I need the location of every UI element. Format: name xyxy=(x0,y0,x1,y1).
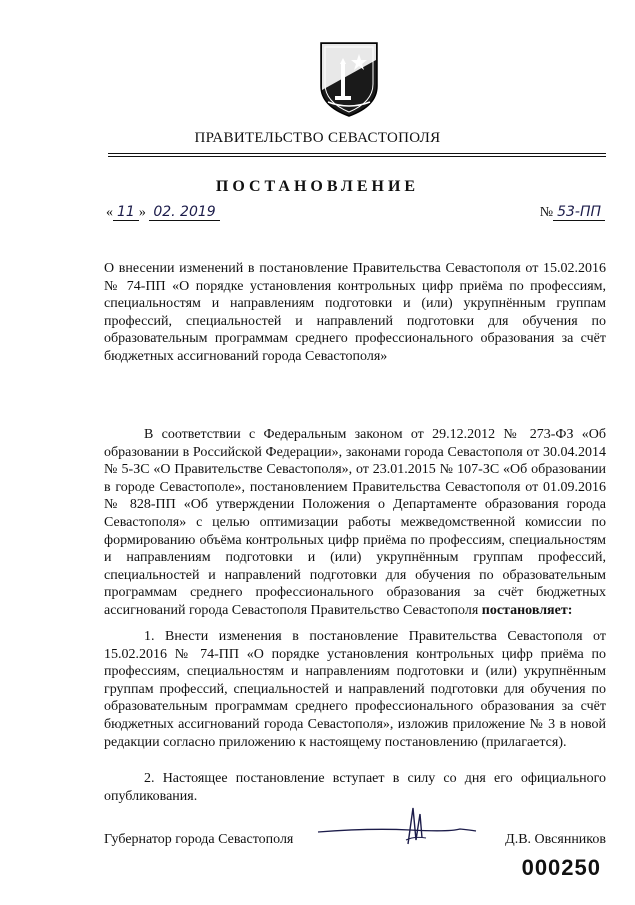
signature-block xyxy=(104,832,606,852)
document-type-heading: ПОСТАНОВЛЕНИЕ xyxy=(215,178,420,195)
decree-item-1: 1. Внести изменения в постановление Правительства Севастополя от 15.02.2016 № 74-ПП «О порядке установления контрольных цифр приёма по профессиям, специальностям и направлениям подготовки и (или) укрупнённым группам профессий, специальностей и направлений подготовки для обучения по образовательным программам среднего профессионального образования за счёт бюджетных ассигнований города Севастополя», изложив приложение № 3 в новой редакции согласно приложению к настоящему постановлению (прилагается). xyxy=(104,629,606,750)
date-day: 11 xyxy=(113,204,139,221)
date-month-year: 02. 2019 xyxy=(149,204,219,221)
serial-number: 000250 xyxy=(521,855,601,880)
signatory-role: Губернатор города Севастополя xyxy=(104,832,294,847)
document-number xyxy=(540,204,605,221)
header-rule-thick xyxy=(108,153,606,154)
date-open-quote: « xyxy=(106,205,113,220)
document-subject: О внесении изменений в постановление Правительства Севастополя от 15.02.2016 № 74-ПП «О порядке установления контрольных цифр приёма по профессиям, специальностям и направлениям подготовки и (или) укрупнённым группам профессий, специальностей и направлений подготовки для обучения по образовательным программам среднего профессионального образования за счёт бюджетных ассигнований города Севастополя» xyxy=(104,261,606,364)
signatory-name: Д.В. Овсянников xyxy=(505,832,606,847)
decree-word: постановляет: xyxy=(481,602,573,618)
document-date xyxy=(106,204,220,221)
number-prefix: № xyxy=(539,205,554,220)
number-value: 53-ПП xyxy=(553,204,605,221)
decree-item-2: 2. Настоящее постановление вступает в силу со дня его официального опубликования. xyxy=(104,771,606,804)
header-rule-thin xyxy=(108,156,606,157)
government-name: ПРАВИТЕЛЬСТВО СЕВАСТОПОЛЯ xyxy=(194,130,441,146)
coat-of-arms-emblem xyxy=(318,40,380,118)
preamble-text: В соответствии с Федеральным законом от 29.12.2012 № 273-ФЗ «Об образовании в Российской Федерации», законами города Севастополя от 30.04.2014 № 5-ЗС «О Правительстве Севастополя», от 23.01.2015 № 107-ЗС «Об образовании в городе Севастополе», постановлением Правительства Севастополя от 01.09.2016 № 828-ПП «Об утверждении Положения о Департаменте образования города Севастополя» с целью оптимизации работы межведомственной комиссии по формированию объёма контрольных цифр приёма по профессиям, специальностям и направлениям подготовки и (или) укрупнённым группам профессий, специальностей и направлений подготовки для обучения по образовательным программам среднего профессионального образования за счёт бюджетных ассигнований города Севастополя Правительство Севастополя xyxy=(104,427,606,618)
preamble-paragraph xyxy=(104,426,606,620)
date-close-quote: » xyxy=(138,205,146,220)
